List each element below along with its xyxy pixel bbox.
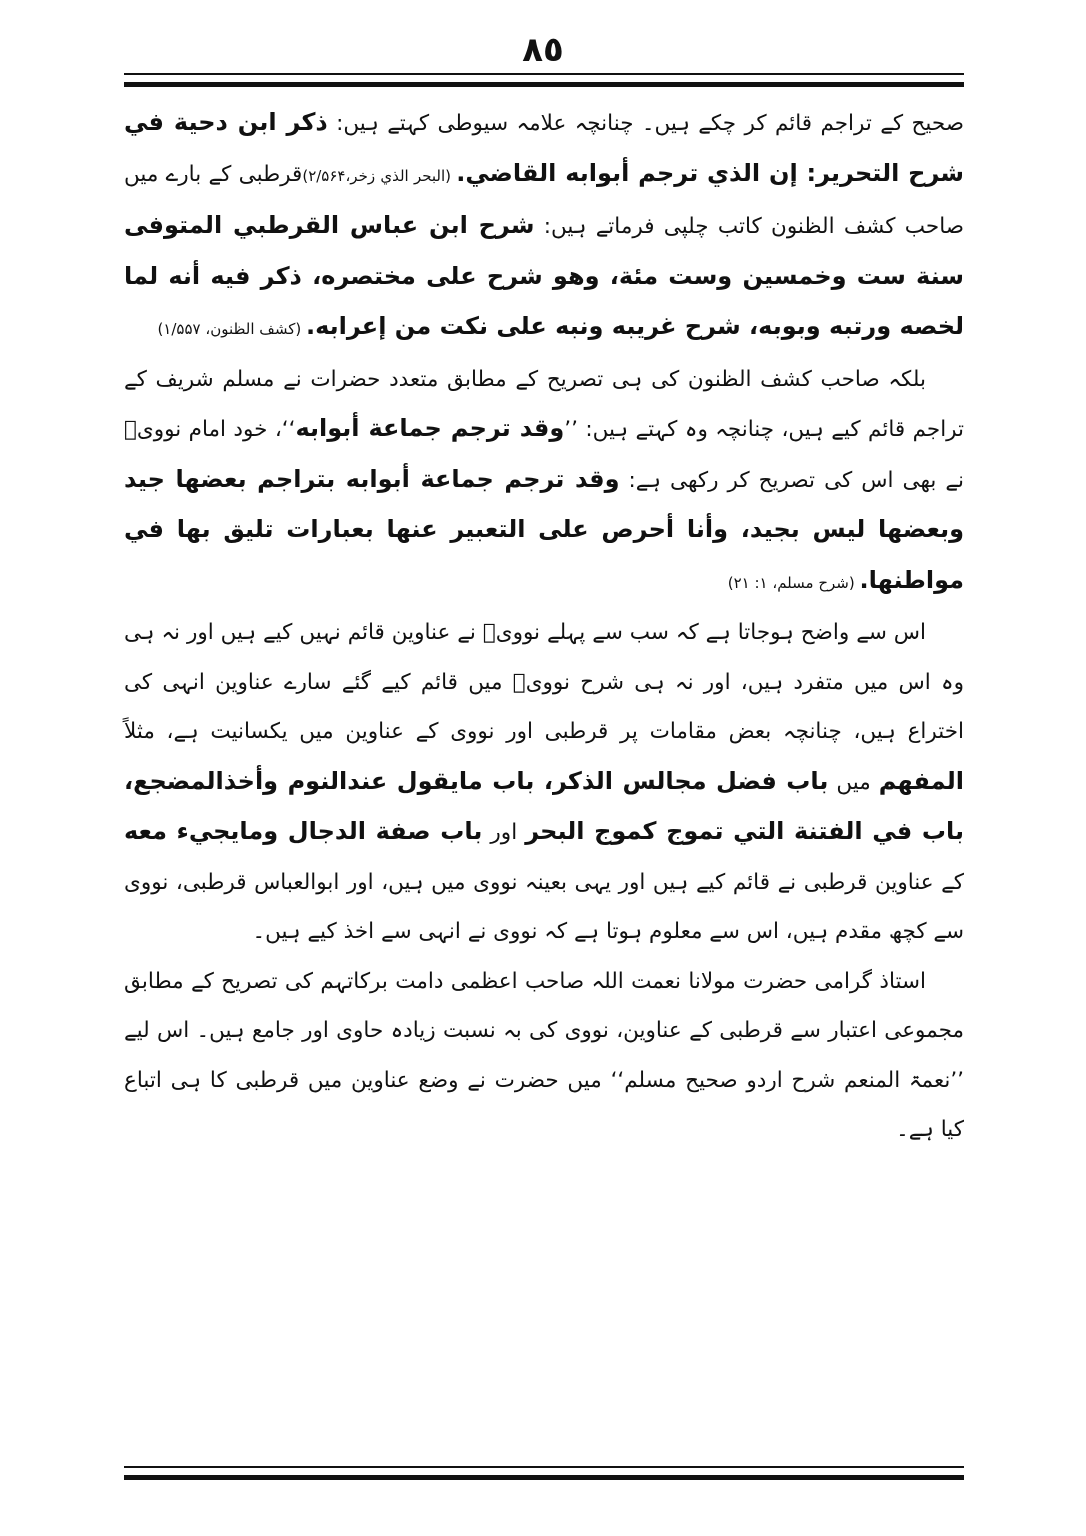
body-text <box>124 98 964 1155</box>
citation: (البحر الذي زخر،۲/۵۶۴) <box>302 166 457 185</box>
arabic-quote: ذكر ابن دحية في شرح التحرير: إن الذي ترجم أبوابه القاضي. <box>124 108 964 187</box>
urdu-text: ‘‘، خود امام نوویؒ نے بھی اس کی تصریح کر رکھی ہے: <box>124 417 964 493</box>
arabic-quote: شرح ابن عباس القرطبي المتوفى سنة ست وخمسين وست مئة، وهو شرح على مختصره، ذكر فيه أنه لما لخصه ورتبه وبوبه، شرح غريبه ونبه على نكت من إعرابه. <box>124 211 964 340</box>
header-rule-bottom <box>124 82 964 87</box>
paragraph-2 <box>124 355 964 609</box>
header-rule-top <box>124 73 964 75</box>
urdu-text: قرطبی کے بارے میں صاحب کشف الظنون کاتب چلپی فرماتے ہیں: <box>124 161 964 239</box>
arabic-quote: وقد ترجم جماعة أبوابه <box>295 414 565 442</box>
paragraph-1 <box>124 98 964 355</box>
urdu-text: صحیح کے تراجم قائم کر چکے ہیں۔ چنانچہ علامہ سیوطی کہتے ہیں: <box>327 111 964 136</box>
urdu-text: میں <box>828 769 879 795</box>
citation: (شرح مسلم، ۱: ۲۱) <box>727 573 860 592</box>
urdu-text: استاذ گرامی حضرت مولانا نعمت اللہ صاحب اعظمی دامت برکاتہم کی تصریح کے مطابق مجموعی اعتبار سے قرطبی کے عناوین، نووی کی بہ نسبت زیادہ حاوی اور جامع ہیں۔ اس لیے ’’نعمۃ المنعم شرح اردو صحیح مسلم‘‘ میں حضرت نے وضع عناوین میں قرطبی کا ہی اتباع کیا ہے۔ <box>124 968 964 1142</box>
arabic-quote: وقد ترجم جماعة أبوابه بتراجم بعضها جيد وبعضها ليس بجيد، وأنا أحرص على التعبير عنها بعبارات تليق بها في مواطنها. <box>124 464 964 594</box>
footer-rule-bottom <box>124 1475 964 1480</box>
urdu-text: بلکہ صاحب کشف الظنون کی ہی تصریح کے مطابق متعدد حضرات نے مسلم شریف کے تراجم قائم کیے ہیں، چنانچہ وہ کہتے ہیں: ’’ <box>124 366 965 442</box>
paragraph-3 <box>124 608 964 957</box>
arabic-quote: باب صفة الدجال ومايجيء معه <box>124 817 483 845</box>
arabic-quote: المفهم <box>878 766 964 795</box>
page-number: ٨٥ <box>522 30 564 70</box>
urdu-text: اور <box>482 820 526 845</box>
arabic-quote: باب فضل مجالس الذكر، باب مايقول عندالنوم وأخذالمضجع، باب في الفتنة التي تموج كموج البحر <box>124 766 964 845</box>
urdu-text: اس سے واضح ہوجاتا ہے کہ سب سے پہلے نوویؒ نے عناوین قائم نہیں کیے ہیں اور نہ ہی وہ اس میں متفرد ہیں، اور نہ ہی شرح نوویؒ میں قائم کیے گئے سارے عناوین انہی کی اختراع ہیں، چنانچہ بعض مقامات پر قرطبی اور نووی کے عناوین میں یکسانیت ہے، مثلاً <box>124 620 964 744</box>
paragraph-4 <box>124 957 964 1155</box>
citation: (كشف الظنون، ۱/۵۵۷) <box>157 320 306 338</box>
footer-rule-top <box>124 1466 964 1468</box>
urdu-text: کے عناوین قرطبی نے قائم کیے ہیں اور یہی بعینہ نووی میں ہیں، اور ابوالعباس قرطبی، نووی سے کچھ مقدم ہیں، اس سے معلوم ہوتا ہے کہ نووی نے انہی سے اخذ کیے ہیں۔ <box>124 869 964 944</box>
